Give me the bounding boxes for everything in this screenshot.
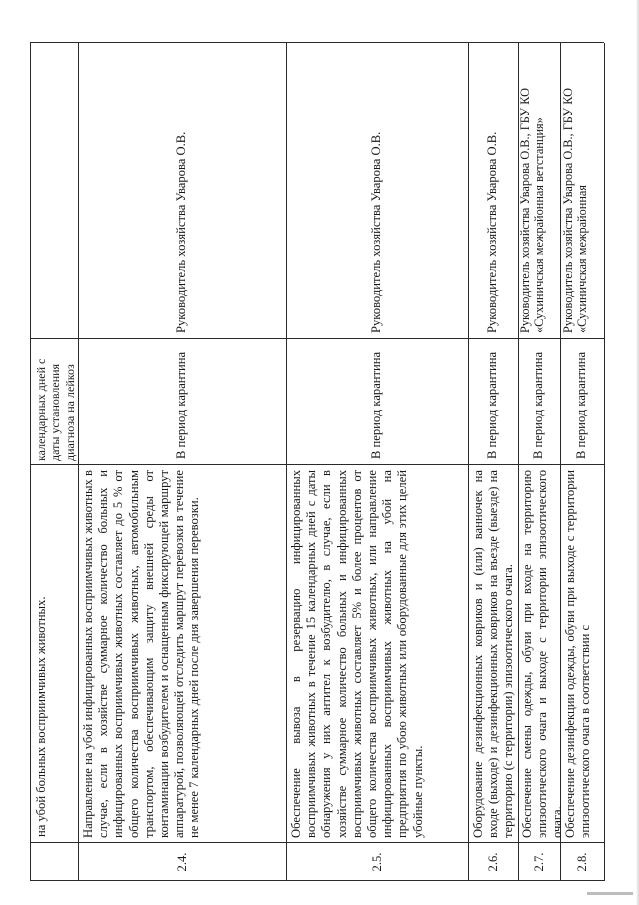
- cell-deadline: В период карантина: [531, 351, 546, 459]
- cell-measure: Оборудование дезинфекционных ковриков и (или) ванночек на входе (выходе) и дезинфекционных ковриков на въезде (выезде) на территорию (с территории) эпизоотического очага.: [471, 470, 516, 838]
- cell-measure: Направление на убой инфицированных восприимчивых животных в случае, если в хозяйстве суммарное количество больных и инфицированных восприимчивых животных составляет до 5 % от общего количества восприимчивых животных, автомобильным транспортом, обеспечивающим защиту внешней среды от контаминации возбудителем и оснащенным фиксирующей маршрут аппаратурой, позволяющей отследить маршрут перевозки в течение не менее 7 календарных дней после дня завершения перевозки.: [81, 470, 202, 838]
- cell-measure: Обеспечение смены одежды, обуви при входе на территорию эпизоотического очага и выходе с территории эпизоотического очага.: [520, 470, 565, 838]
- table-border-right: [30, 42, 604, 43]
- cell-num: 2.5.: [370, 852, 384, 872]
- cell-measure: Обеспечение дезинфекции одежды, обуви при выходе с территории эпизоотического очага в соответствии с: [563, 470, 593, 838]
- cell-num: 2.4.: [175, 852, 189, 872]
- table-rule: [468, 43, 469, 881]
- cell-responsible: Руководитель хозяйства Уварова О.В.: [369, 131, 384, 333]
- col-divider: [30, 464, 604, 465]
- scan-mark: [587, 892, 633, 895]
- cell-measure: Обеспечение вывоза в резервацию инфицированных восприимчивых животных в течение 15 календарных дней с даты обнаружения у них антител к возбудителю, в случае, если в хозяйстве суммарное количество больных и инфицированных восприимчивых животных составляет 5% и более процентов от общего количества восприимчивых животных, или направление инфицированных восприимчивых животных на убой на предприятия по убою животных или оборудованные для этих целей убойные пункты.: [289, 470, 425, 838]
- table-rule: [78, 43, 79, 881]
- table-border-top: [30, 43, 31, 881]
- cell-deadline: В период карантина: [369, 351, 384, 459]
- cell-deadline: В период карантина: [574, 351, 589, 459]
- cell-responsible: Руководитель хозяйства Уварова О.В.: [174, 131, 189, 333]
- cell-num: 2.7.: [532, 852, 546, 872]
- cell-responsible: Руководитель хозяйства Уварова О.В., ГБУ КО «Сухиничская межрайонная: [561, 88, 589, 333]
- cell-deadline: В период карантина: [174, 351, 189, 459]
- cell-num: 2.6.: [486, 852, 500, 872]
- table-border-bottom: [604, 43, 605, 881]
- cell-responsible: Руководитель хозяйства Уварова О.В., ГБУ КО «Сухиничская межрайонная ветстанция»: [518, 88, 546, 333]
- cell-deadline: В период карантина: [485, 351, 500, 459]
- table-rule: [286, 43, 287, 881]
- cell-num: 2.8.: [575, 852, 589, 872]
- cell-measure: на убой больных восприимчивых животных.: [34, 596, 48, 837]
- cell-responsible: Руководитель хозяйства Уварова О.В.: [485, 131, 500, 333]
- cell-deadline: календарных дней с даты установления диагноза на лейкоз: [34, 358, 77, 461]
- col-divider: [30, 338, 604, 339]
